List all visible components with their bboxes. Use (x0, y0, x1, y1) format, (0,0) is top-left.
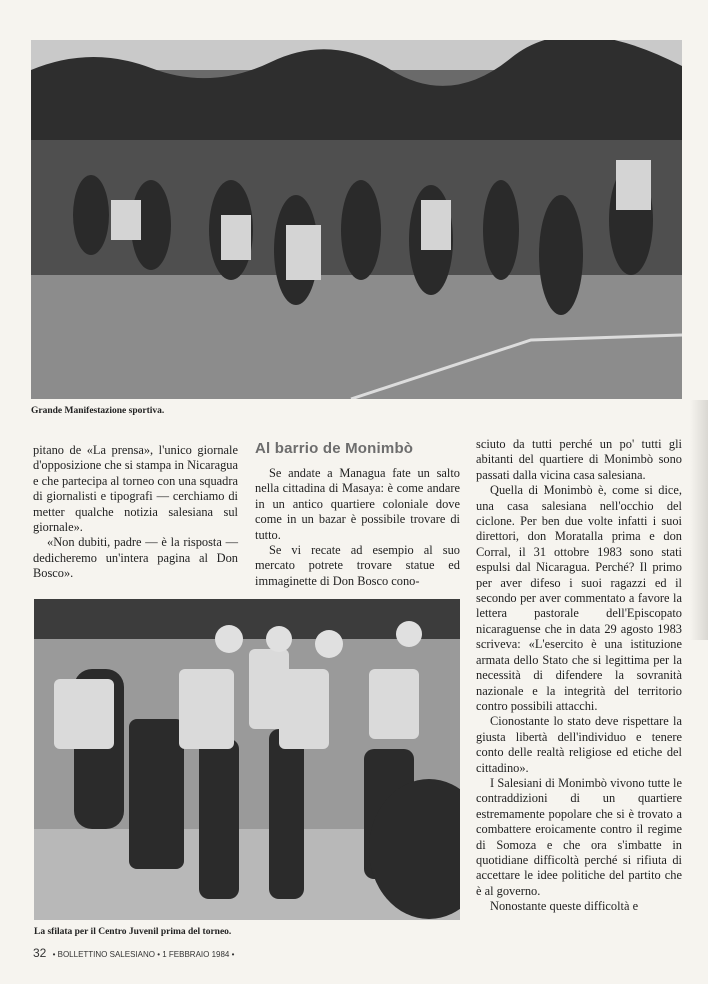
col3-paragraph-1: sciuto da tutti perché un po' tutti gli abitanti del quartiere di Monimbò sono passati dalla vicina casa salesiana. (476, 437, 682, 482)
col3-paragraph-2: Quella di Monimbò è, come si dice, una casa salesiana nell'occhio del ciclone. Per ben due volte infatti i suoi direttori, don Moratalla prima e don Corral, il 31 ottobre 1983 sono stati espulsi dal Nicaragua. Perché? Il primo per aver difeso i suoi ragazzi ed il secondo per aver commentato a favore la lettera pastorale dell'Episcopato nicaraguense che in data 29 agosto 1983 scriveva: «L'esercito è una istituzione armata dello Stato che si legittima per la necessità di difendere la sovranità nazionale e la integrità del territorio contro possibili attacchi. (476, 483, 682, 713)
col1-paragraph-1: pitano de «La prensa», l'unico giornale d'opposizione che si stampa in Nicaragua e che partecipa al torneo con una squadra di giornalisti e tipografi — cerchiamo di metter qualche notizia salesiana sul giornale». (33, 443, 238, 535)
col1-paragraph-2: «Non dubiti, padre — è la risposta — dedicheremo un'intera pagina al Don Bosco». (33, 535, 238, 581)
col2-paragraph-2: Se vi recate ad esempio al suo mercato potrete trovare statue ed immaginette di Don Bosco cono- (255, 543, 460, 588)
col3-paragraph-4: I Salesiani di Monimbò vivono tutte le contraddizioni di un quartiere estremamente popolare che si è trovato a combattere eroicamente contro il regime di Somoza e che ora s'imbatte in quotidiane difficoltà perché si rifiuta di accettare le idee politiche del partito che è al governo. (476, 775, 682, 898)
section-heading: Al barrio de Monimbò (255, 440, 414, 457)
page-footer (33, 946, 234, 960)
top-photo-caption: Grande Manifestazione sportiva. (31, 406, 165, 416)
page-edge-shadow (690, 400, 708, 640)
top-photo-football-crowd (31, 40, 682, 399)
running-title: • BOLLETTINO SALESIANO • 1 FEBBRAIO 1984 • (52, 950, 235, 959)
col3-paragraph-5: Nonostante queste difficoltà e (490, 899, 639, 914)
bottom-photo-caption: La sfilata per il Centro Juvenil prima del torneo. (34, 927, 232, 937)
bottom-photo-parade (34, 599, 460, 920)
page-number: 32 (33, 946, 47, 960)
article-column-1 (33, 443, 238, 582)
col2-paragraph-1: Se andate a Managua fate un salto nella cittadina di Masaya: è come andare in un antico quartiere coloniale dove come in un bazar è possibile trovare di tutto. (255, 466, 460, 542)
article-column-3 (476, 437, 682, 915)
col3-paragraph-3: Cionostante lo stato deve rispettare la giusta libertà dell'individuo e tenere conto delle realtà religiose ed etiche del cittadino». (476, 714, 682, 775)
article-column-2 (255, 466, 460, 589)
